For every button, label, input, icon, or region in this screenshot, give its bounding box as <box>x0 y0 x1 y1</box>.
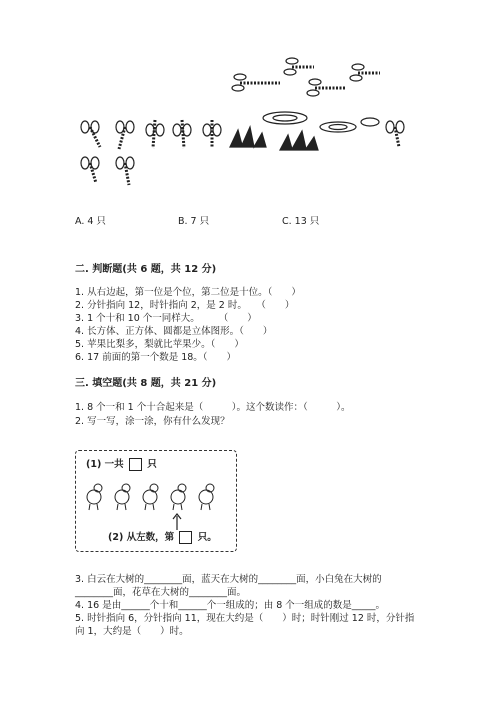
fill-q3-line1: 3. 白云在大树的________面，蓝天在大树的________面，小白兔在大树的 <box>75 574 382 585</box>
section2-heading: 二. 判断题(共 6 题，共 12 分) <box>75 264 217 275</box>
fill-q2: 2. 写一写，涂一涂，你有什么发现？ <box>75 416 230 427</box>
fill-q1: 1. 8 个一和 1 个十合起来是（ ）。这个数读作：（ ）。 <box>75 402 351 413</box>
judge-item-4: 4. 长方体、正方体、圆都是立体图形。（ ） <box>75 326 273 337</box>
fill-q4: 4. 16 是由______个十和______个一组成的；由 8 个一组成的数是_____。 <box>75 600 386 611</box>
figure-line2-b: 只。 <box>197 532 217 543</box>
fill-q3-line2: ________面，花草在大树的________面。 <box>75 587 247 598</box>
judge-item-6: 6. 17 前面的第一个数是 18。（ ） <box>75 352 237 363</box>
judge-item-1: 1. 从右边起，第一位是个位，第二位是十位。（ ） <box>75 287 301 298</box>
answer-box-2 <box>179 531 192 544</box>
judge-item-3: 3. 1 个十和 10 个一同样大。 （ ） <box>75 313 257 324</box>
choice-b: B. 7 只 <box>178 216 210 227</box>
chicks-row <box>82 479 230 519</box>
answer-box-1 <box>129 458 142 471</box>
judge-item-2: 2. 分针指向 12，时针指向 2，是 2 时。 （ ） <box>75 300 295 311</box>
section3-heading: 三. 填空题(共 8 题，共 21 分) <box>75 378 217 389</box>
up-arrow-icon <box>171 513 183 531</box>
fill-q5-line2: 向 1，大约是（ ）时。 <box>75 626 189 637</box>
choice-c: C. 13 只 <box>282 216 320 227</box>
chick-figure <box>75 450 237 552</box>
figure-line1-b: 只 <box>147 459 157 470</box>
choice-a: A. 4 只 <box>75 216 106 227</box>
judge-item-5: 5. 苹果比梨多，梨就比苹果少。（ ） <box>75 339 244 350</box>
figure-line1-a: (1) 一共 <box>86 459 124 470</box>
dragonfly-figure <box>70 55 415 190</box>
fill-q5-line1: 5. 时针指向 6，分针指向 11，现在大约是（ ）时；时针刚过 12 时，分针指 <box>75 613 415 624</box>
figure-line2-a: (2) 从左数，第 <box>108 532 175 543</box>
